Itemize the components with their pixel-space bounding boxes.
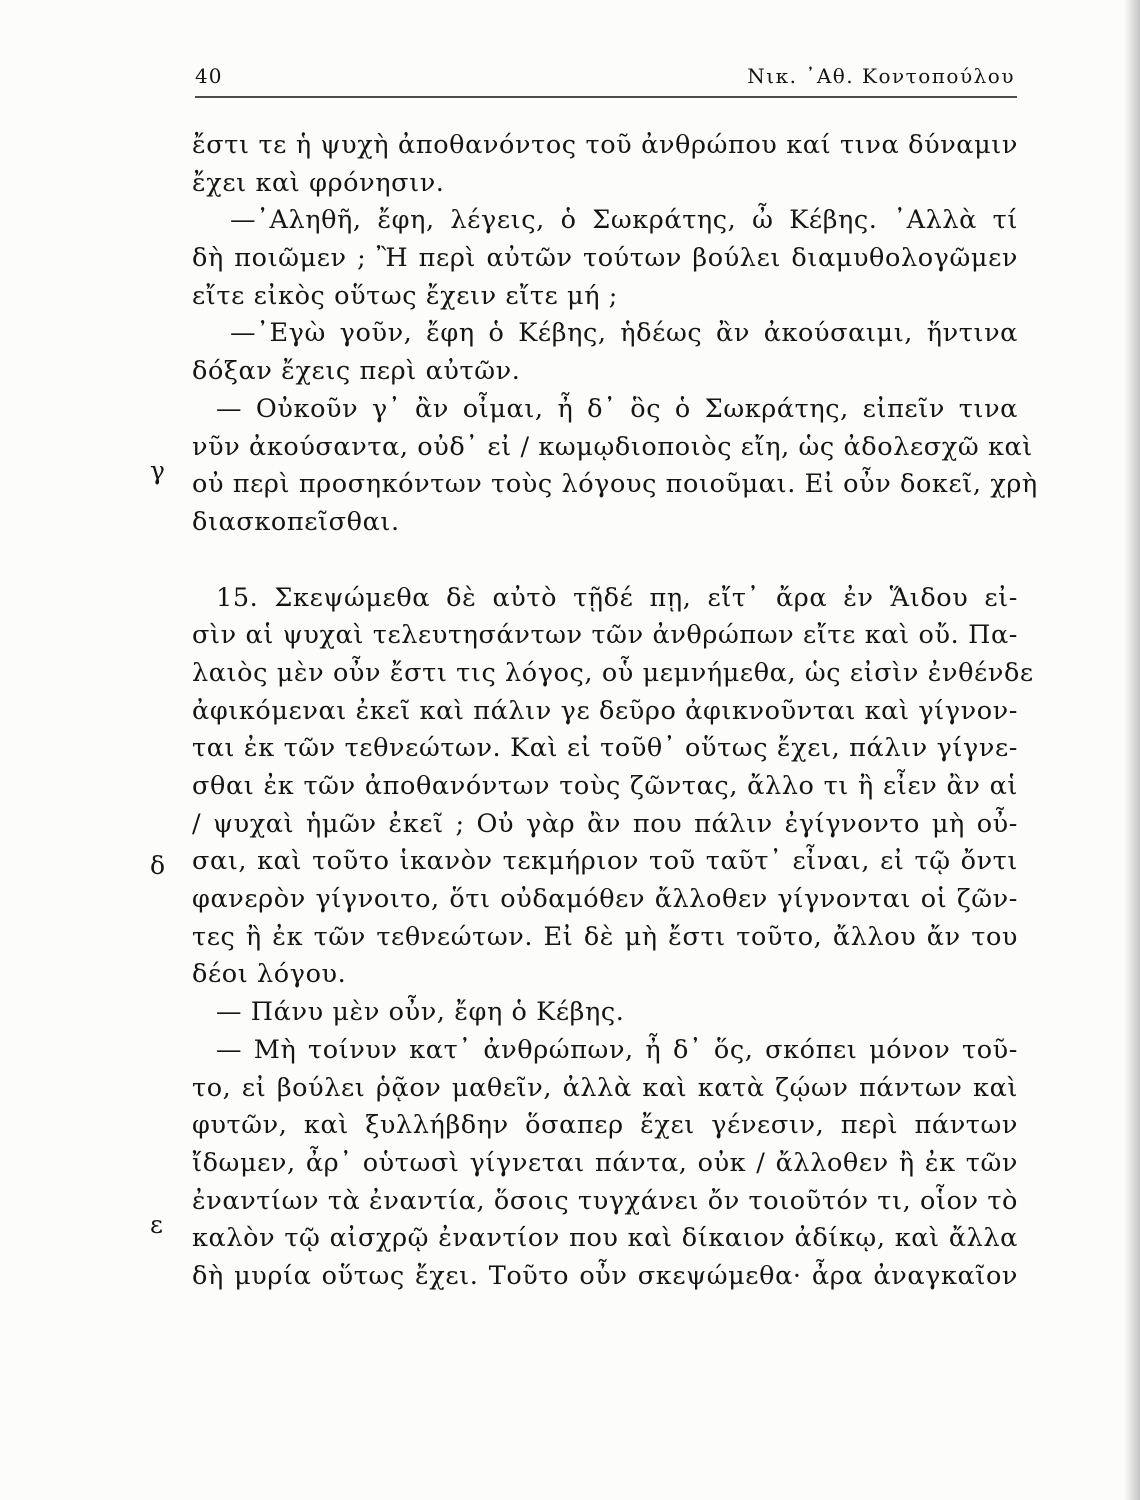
text-line: — Οὐκοῦν γ᾿ ἂν οἶμαι, ἦ δ᾿ ὃς ὁ Σωκράτης, εἰπεῖν τινα — [216, 393, 1018, 424]
text-line: ἔχει καὶ φρόνησιν. — [192, 167, 445, 198]
text-line: / ψυχαὶ ἡμῶν ἐκεῖ ; Οὐ γὰρ ἂν που πάλιν ἐγίγνοντο μὴ οὖ- — [192, 808, 1018, 839]
text-line: ται ἐκ τῶν τεθνεώτων. Καὶ εἰ τοῦθ᾿ οὕτως ἔχει, πάλιν γίγνε- — [192, 733, 1018, 764]
page-header — [195, 60, 1015, 96]
text-line: δὴ μυρία οὕτως ἔχει. Τοῦτο οὖν σκεψώμεθα· ἆρα ἀναγκαῖον — [192, 1260, 1018, 1291]
text-line: δὴ ποιῶμεν ; Ἢ περὶ αὐτῶν τούτων βούλει διαμυθολογῶμεν — [192, 243, 1018, 274]
text-line: ἀφικόμεναι ἐκεῖ καὶ πάλιν γε δεῦρο ἀφικνοῦνται καὶ γίγνον- — [192, 695, 1018, 726]
text-line: διασκοπεῖσθαι. — [192, 506, 400, 537]
header-rule — [195, 96, 1017, 98]
page-number: 40 — [195, 64, 223, 88]
text-line: 15. Σκεψώμεθα δὲ αὐτὸ τῇδέ πῃ, εἴτ᾿ ἄρα ἐν Ἅιδου εἰ- — [216, 582, 1018, 613]
text-line: σὶν αἱ ψυχαὶ τελευτησάντων τῶν ἀνθρώπων εἴτε καὶ οὔ. Πα- — [192, 620, 1018, 651]
text-line: ἐναντίων τὰ ἐναντία, ὅσοις τυγχάνει ὄν τοιοῦτόν τι, οἷον τὸ — [192, 1185, 1018, 1216]
text-line: φυτῶν, καὶ ξυλλήβδην ὅσαπερ ἔχει γένεσιν, περὶ πάντων — [192, 1110, 1018, 1141]
text-line: νῦν ἀκούσαντα, οὐδ᾿ εἰ / κωμῳδιοποιὸς εἴη, ὡς ἀδολεσχῶ καὶ — [192, 431, 1033, 462]
text-line: ἔστι τε ἡ ψυχὴ ἀποθανόντος τοῦ ἀνθρώπου καί τινα δύναμιν — [192, 130, 1018, 160]
text-line: — Πάνυ μὲν οὖν, ἔφη ὁ Κέβης. — [216, 997, 625, 1028]
text-line: σθαι ἐκ τῶν ἀποθανόντων τοὺς ζῶντας, ἄλλο τι ἢ εἶεν ἂν αἱ — [192, 771, 1018, 801]
paragraph-gap — [192, 542, 1018, 580]
text-line: οὐ περὶ προσηκόντων τοὺς λόγους ποιοῦμαι. Εἰ οὖν δοκεῖ, χρὴ — [192, 469, 1038, 500]
text-line: — Μὴ τοίνυν κατ᾿ ἀνθρώπων, ἦ δ᾿ ὅς, σκόπει μόνον τοῦ- — [216, 1034, 1018, 1065]
body-text — [192, 127, 1038, 1296]
text-line: —᾿Αληθῆ, ἔφη, λέγεις, ὁ Σωκράτης, ὦ Κέβης. ᾿Αλλὰ τί — [230, 205, 1018, 236]
page-edge-shadow — [1124, 0, 1140, 1500]
text-line: καλὸν τῷ αἰσχρῷ ἐναντίον που καὶ δίκαιον ἀδίκῳ, καὶ ἄλλα — [192, 1223, 1018, 1254]
text-line: ἴδωμεν, ἆρ᾿ οὑτωσὶ γίγνεται πάντα, οὐκ / ἄλλοθεν ἢ ἐκ τῶν — [192, 1147, 1018, 1178]
text-line: τες ἢ ἐκ τῶν τεθνεώτων. Εἰ δὲ μὴ ἔστι τοῦτο, ἄλλου ἄν του — [192, 921, 1018, 952]
text-line: λαιὸς μὲν οὖν ἔστι τις λόγος, οὗ μεμνήμεθα, ὡς εἰσὶν ἐνθένδε — [192, 657, 1034, 688]
text-line: —᾿Εγὼ γοῦν, ἔφη ὁ Κέβης, ἡδέως ἂν ἀκούσαιμι, ἥντινα — [230, 318, 1018, 349]
text-line: δόξαν ἔχεις περὶ αὐτῶν. — [192, 356, 521, 387]
text-line: το, εἰ βούλει ῥᾷον μαθεῖν, ἀλλὰ καὶ κατὰ ζῴων πάντων καὶ — [192, 1072, 1018, 1103]
margin-note-delta: δ — [150, 851, 166, 880]
text-line: σαι, καὶ τοῦτο ἱκανὸν τεκμήριον τοῦ ταῦτ᾿ εἶναι, εἰ τῷ ὄντι — [192, 846, 1018, 877]
running-head: Νικ. ᾿Αθ. Κοντοπούλου — [747, 64, 1015, 88]
text-line: εἴτε εἰκὸς οὕτως ἔχειν εἴτε μή ; — [192, 280, 618, 311]
text-line: φανερὸν γίγνοιτο, ὅτι οὐδαμόθεν ἄλλοθεν γίγνονται οἱ ζῶν- — [192, 884, 1018, 915]
margin-note-epsilon: ε — [150, 1210, 163, 1239]
margin-note-gamma: γ — [150, 456, 165, 485]
text-line: δέοι λόγου. — [192, 959, 347, 990]
